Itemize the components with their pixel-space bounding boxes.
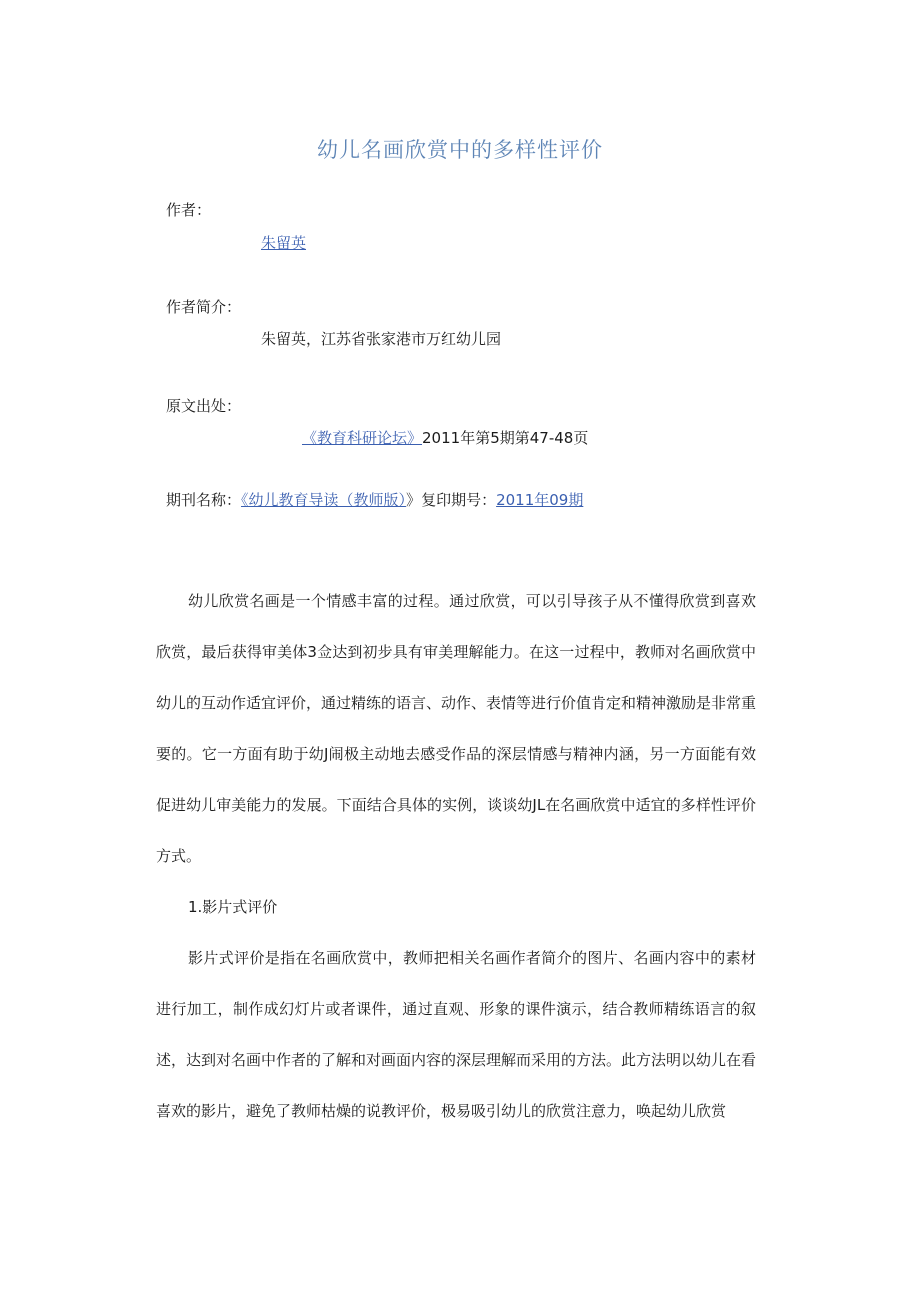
article-title: 幼儿名画欣赏中的多样性评价 — [317, 138, 603, 162]
reprint-label: 复印期号： — [421, 491, 497, 509]
body-paragraph-2: 影片式评价是指在名画欣赏中，教师把相关名画作者简介的图片、名画内容中的素材进行加工，制作成幻灯片或者课件，通过直观、形象的课件演示，结合教师精练语言的叙述，达到对名画中作者的了解和对画面内容的深层理解而采用的方法。此方法明以幼儿在看喜欢的影片，避免了教师枯燥的说教评价，极易吸引幼儿的欣赏注意力，唤起幼儿欣赏 — [156, 949, 757, 1120]
author-name-link[interactable]: 朱留英 — [261, 234, 307, 252]
author-name-wrap — [261, 232, 306, 253]
author-label: 作者： — [166, 201, 212, 219]
periodical-close-mark: 》 — [406, 491, 422, 509]
periodical-name-link[interactable]: 幼儿教育导读（教师版） — [248, 491, 407, 509]
source-line — [302, 427, 588, 448]
source-journal-link[interactable]: 《教育科研论坛》 — [302, 429, 423, 447]
periodical-label: 期刊名称： — [166, 491, 242, 509]
periodical-open-mark[interactable]: 《 — [241, 491, 249, 509]
periodical-line — [166, 489, 583, 510]
bio-text: 朱留英，江苏省张家港市万红幼儿园 — [261, 330, 502, 348]
article-body — [156, 576, 756, 1137]
body-paragraph-1: 幼儿欣赏名画是一个情感丰富的过程。通过欣赏，可以引导孩子从不懂得欣赏到喜欢欣赏，最后获得审美体3佥达到初步具有审美理解能力。在这一过程中，教师对名画欣赏中幼儿的互动作适宜评价，通过精练的语言、动作、表情等进行价值肯定和精神激励是非常重要的。它一方面有助于幼J闹极主动地去感受作品的深层情感与精神内涵，另一方面能有效促进幼儿审美能力的发展。下面结合具体的实例，谈谈幼JL在名画欣赏中适宜的多样性评价方式。 — [156, 592, 757, 865]
section-heading-1: 1.影片式评价 — [188, 898, 278, 916]
source-issue: 2011年第5期第47-48页 — [422, 429, 589, 447]
source-label: 原文出处： — [166, 397, 242, 415]
bio-label: 作者简介： — [166, 298, 242, 316]
reprint-issue-link[interactable]: 2011年09期 — [496, 491, 584, 509]
